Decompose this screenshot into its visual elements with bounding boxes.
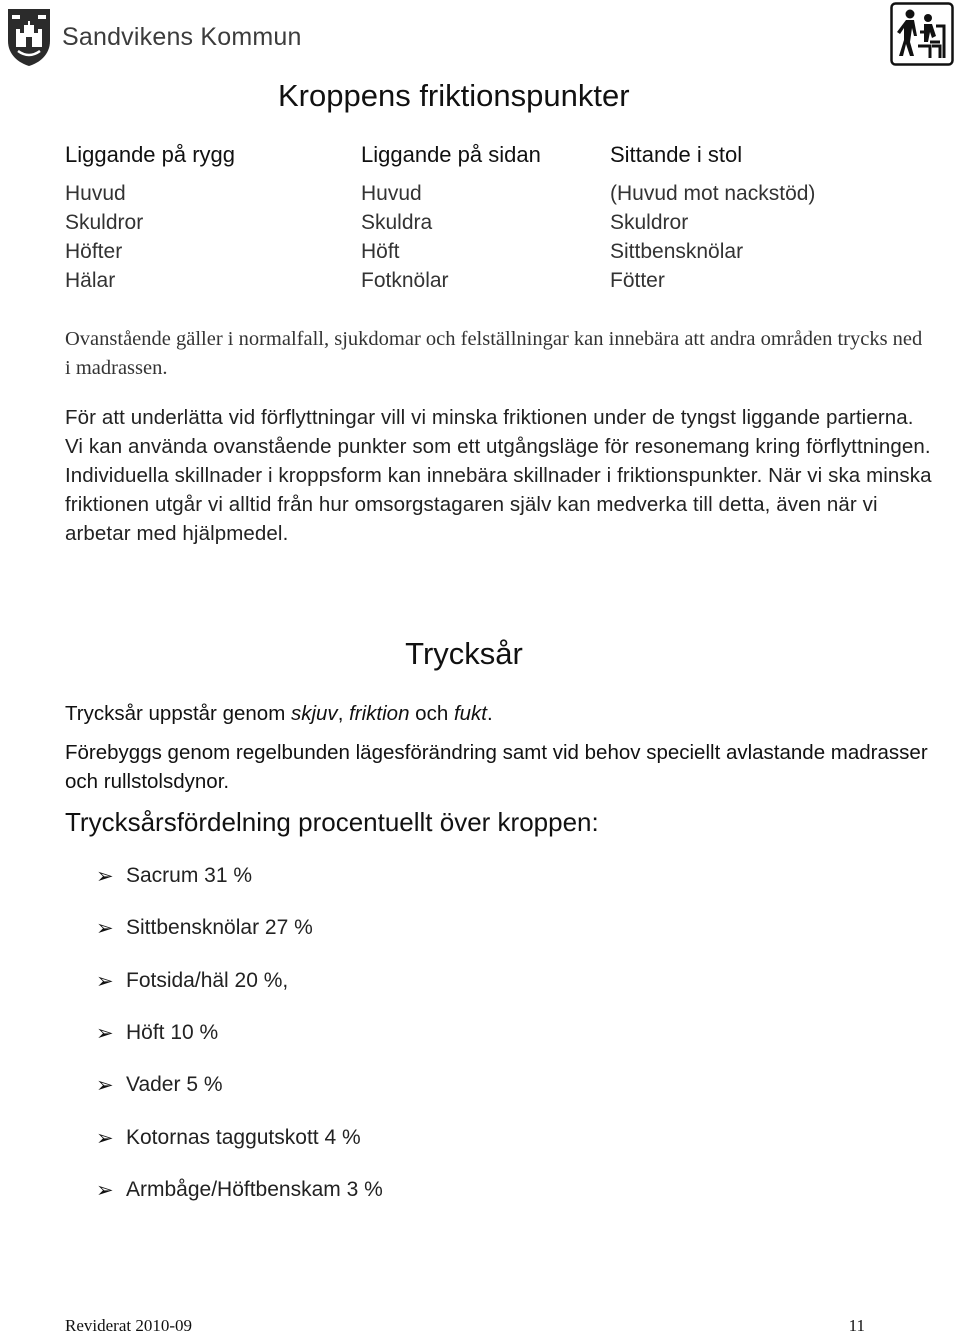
friction-point: Skuldror [65, 211, 144, 234]
arrow-bullet-icon: ➢ [96, 916, 114, 941]
friction-point: Fötter [610, 269, 665, 292]
cause-separator: , [337, 702, 350, 725]
friction-point: Skuldra [361, 211, 433, 234]
distribution-entry: Armbåge/Höftbenskam 3 % [126, 1177, 383, 1201]
distribution-entry: Fotsida/häl 20 %, [126, 968, 289, 992]
municipal-crest-icon [6, 7, 52, 67]
distribution-entry: Sacrum 31 % [126, 864, 253, 888]
arrow-bullet-icon: ➢ [96, 1073, 114, 1098]
page-title: Kroppens friktionspunkter [278, 78, 630, 113]
list-item [96, 955, 383, 1007]
list-item [96, 1164, 383, 1216]
distribution-entry: Kotornas taggutskott 4 % [126, 1125, 361, 1149]
cause-end: . [486, 702, 493, 725]
list-item [96, 1007, 383, 1059]
list-item [96, 850, 383, 902]
position-heading: Liggande på rygg [65, 142, 236, 167]
arrow-bullet-icon: ➢ [96, 864, 114, 889]
friction-point: Skuldror [610, 211, 689, 234]
list-item [96, 1111, 383, 1163]
cause-moisture: fukt [453, 702, 487, 725]
arrow-bullet-icon: ➢ [96, 1021, 114, 1046]
cause-friction: friktion [349, 702, 410, 725]
friction-point: Fotknölar [361, 269, 449, 292]
list-item [96, 1059, 383, 1111]
caregiver-assist-icon [890, 2, 954, 66]
friction-point: Sittbensknölar [610, 240, 744, 263]
friction-reduction-paragraph: För att underlätta vid förflyttningar vill vi minska friktionen under de tyngst liggande partierna. Vi kan använda ovanstående punkter som ett utgångsläge för resonemang kring förflyttningen. Individuella skillnader i kroppsform kan innebära skillnader i friktionspunkter. När vi ska minska friktionen utgår vi alltid från hur omsorgstagaren själv kan medverka till detta, även när vi arbetar med hjälpmedel. [65, 406, 932, 545]
friction-point: (Huvud mot nackstöd) [610, 182, 816, 205]
cause-prefix: Trycksår uppstår genom [65, 702, 291, 725]
friction-point: Höft [361, 240, 400, 263]
position-column-chair [610, 140, 815, 295]
arrow-bullet-icon: ➢ [96, 1125, 114, 1150]
list-item [96, 902, 383, 954]
page-footer [65, 1316, 865, 1336]
municipality-logo [6, 6, 302, 68]
friction-point: Höfter [65, 240, 123, 263]
prevention-paragraph: Förebyggs genom regelbunden lägesförändring samt vid behov speciellt avlastande madrasser och rullstolsdynor. [65, 741, 928, 793]
distribution-list [96, 850, 383, 1216]
friction-point: Hälar [65, 269, 116, 292]
distribution-entry: Höft 10 % [126, 1021, 219, 1045]
org-name: Sandvikens Kommun [62, 22, 302, 51]
section-title: Trycksår [405, 636, 523, 671]
pressure-ulcer-causes [65, 699, 493, 728]
position-column-back [65, 140, 235, 295]
cause-and: och [409, 702, 454, 725]
position-column-side [361, 140, 541, 295]
note-paragraph: Ovanstående gäller i normalfall, sjukdomar och felställningar kan innebära att andra områden trycks ned i madrassen. [65, 328, 923, 379]
position-heading: Liggande på sidan [361, 142, 541, 167]
position-heading: Sittande i stol [610, 142, 743, 167]
distribution-entry: Sittbensknölar 27 % [126, 916, 313, 940]
arrow-bullet-icon: ➢ [96, 968, 114, 993]
revision-date: Reviderat 2010-09 [65, 1316, 192, 1335]
friction-point: Huvud [361, 182, 422, 205]
friction-point: Huvud [65, 182, 126, 205]
distribution-heading: Trycksårsfördelning procentuellt över kroppen: [65, 807, 599, 837]
page-number: 11 [848, 1316, 865, 1335]
cause-shear: skjuv [290, 702, 338, 725]
arrow-bullet-icon: ➢ [96, 1177, 114, 1202]
distribution-entry: Vader 5 % [126, 1073, 223, 1097]
